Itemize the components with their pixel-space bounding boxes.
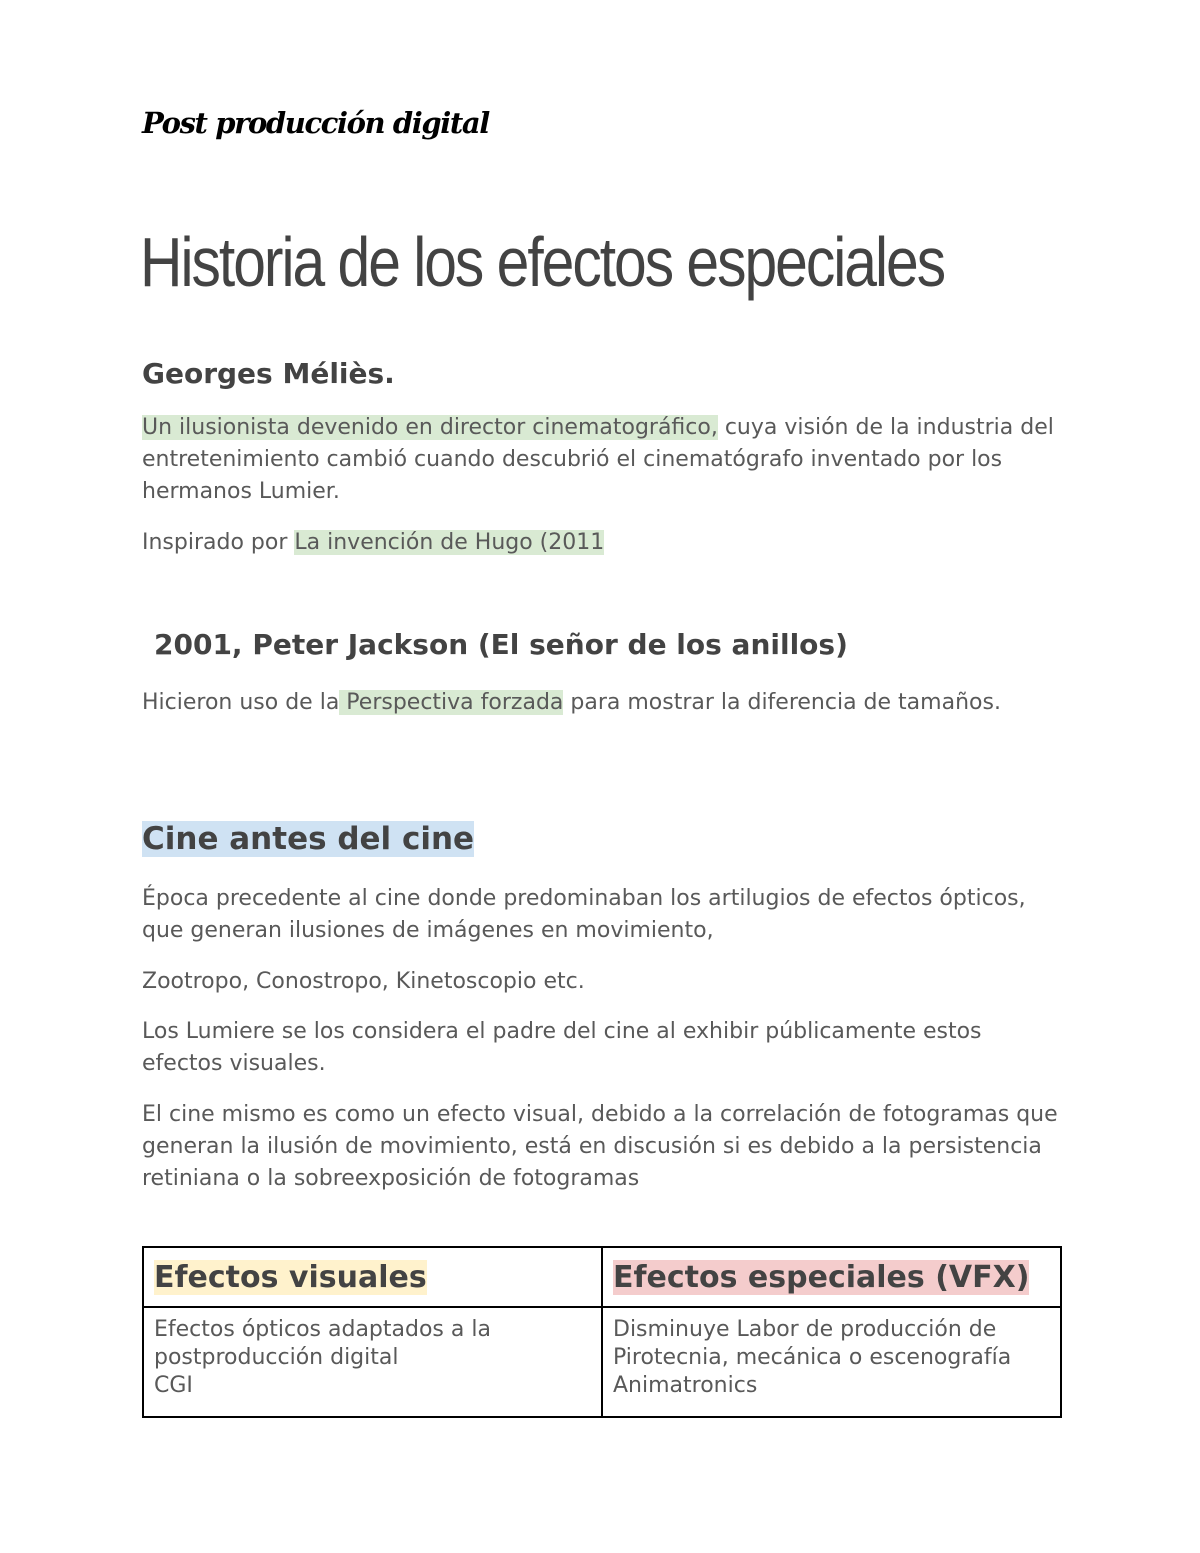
jackson-prefix: Hicieron uso de la <box>142 690 340 715</box>
inspired-prefix: Inspirado por <box>142 530 295 555</box>
table-cell-line: Disminuye Labor de producción de <box>613 1317 997 1342</box>
table-header-visual <box>143 1247 602 1307</box>
cine-paragraph-2: Zootropo, Conostropo, Kinetoscopio etc. <box>142 969 585 994</box>
table-cell-visual <box>143 1307 602 1417</box>
table-cell-line: Pirotecnia, mecánica o escenografía <box>613 1345 1012 1370</box>
table-cell-line: Animatronics <box>613 1373 758 1398</box>
document-header: Post producción digital <box>142 106 489 140</box>
perspectiva-highlight: Perspectiva forzada <box>339 690 564 715</box>
effects-comparison-table <box>142 1246 1062 1418</box>
melies-paragraph-1 <box>142 412 1062 508</box>
visual-effects-label: Efectos visuales <box>154 1259 427 1295</box>
table-header-row <box>143 1247 1061 1307</box>
table-cell-special <box>602 1307 1061 1417</box>
jackson-rest: para mostrar la diferencia de tamaños. <box>563 690 1001 715</box>
hugo-highlight: La invención de Hugo (2011 <box>294 530 605 555</box>
table-cell-line: Efectos ópticos adaptados a la <box>154 1317 491 1342</box>
page-title: Historia de los efectos especiales <box>140 223 945 301</box>
cine-heading-highlight: Cine antes del cine <box>142 821 475 857</box>
melies-paragraph-1-text: cuya visión de la industria del entretenimiento cambió cuando descubrió el cinematógrafo inventado por los hermanos Lumier. <box>142 415 1054 504</box>
section-heading-melies: Georges Méliès. <box>142 357 395 390</box>
cine-paragraph-1: Época precedente al cine donde predominaban los artilugios de efectos ópticos, que generan ilusiones de imágenes en movimiento, <box>142 886 1026 943</box>
section-heading-cine <box>142 821 474 857</box>
cine-paragraph-3: Los Lumiere se los considera el padre del cine al exhibir públicamente estos efectos visuales. <box>142 1019 982 1076</box>
table-cell-line: CGI <box>154 1373 193 1398</box>
table-row <box>143 1307 1061 1417</box>
jackson-paragraph <box>142 687 1062 719</box>
section-heading-jackson: 2001, Peter Jackson (El señor de los anillos) <box>154 628 848 661</box>
melies-paragraph-2 <box>142 527 1062 559</box>
table-header-special <box>602 1247 1061 1307</box>
cine-paragraph-4: El cine mismo es como un efecto visual, debido a la correlación de fotogramas que generan la ilusión de movimiento, está en discusión si es debido a la persistencia retiniana o la sobreexposición de fotogramas <box>142 1102 1058 1191</box>
table-cell-line: postproducción digital <box>154 1345 399 1370</box>
melies-highlight: Un ilusionista devenido en director cinematográfico, <box>142 415 718 440</box>
special-effects-label: Efectos especiales (VFX) <box>613 1259 1030 1295</box>
